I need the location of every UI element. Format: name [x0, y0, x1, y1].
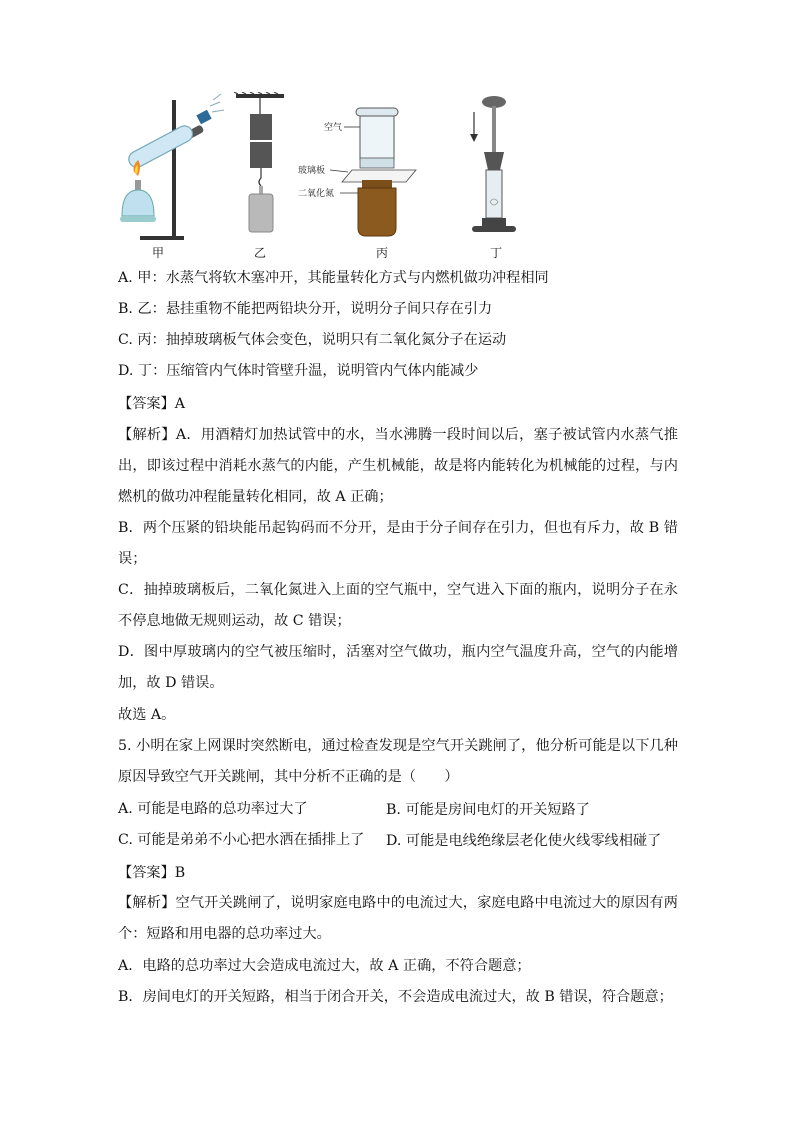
q4-option-b: B. 乙：悬挂重物不能把两铅块分开，说明分子间只存在引力 — [118, 301, 493, 317]
q5-option-b: B. 可能是房间电灯的开关短路了 — [386, 802, 590, 818]
caption-bing: 丙 — [375, 246, 388, 260]
q5-answer: 【答案】B — [118, 865, 186, 881]
caption-ding: 丁 — [489, 246, 502, 260]
q5-stem: 5. 小明在家上网课时突然断电，通过检查发现是空气开关跳闸了，他分析可能是以下几种原因导致空气开关跳闸，其中分析不正确的是（ ） — [118, 738, 678, 785]
q5-analysis-intro: 【解析】空气开关跳闸了，说明家庭电路中的电流过大，家庭电路中电流过大的原因有两个：短路和用电器的总功率过大。 — [118, 895, 678, 942]
figure-jia-test-tube-heating — [118, 92, 228, 242]
q4-analysis-b: B．两个压紧的铅块能吊起钩码而不分开，是由于分子间存在引力，但也有斥力，故 B 错误； — [118, 520, 678, 567]
figure-bing-gas-diffusion — [296, 92, 426, 242]
figure-ding-air-compression — [458, 92, 528, 242]
figure-yi-lead-blocks — [230, 92, 290, 242]
q4-analysis-d: D．图中厚玻璃内的空气被压缩时，活塞对空气做功，瓶内空气温度升高，空气的内能增加，故 D 错误。 — [118, 644, 678, 691]
q4-option-a: A. 甲：水蒸气将软木塞冲开，其能量转化方式与内燃机做功冲程相同 — [118, 270, 549, 286]
q5-analysis-a: A．电路的总功率过大会造成电流过大，故 A 正确，不符合题意； — [118, 958, 531, 974]
q4-analysis-c: C．抽掉玻璃板后，二氧化氮进入上面的空气瓶中，空气进入下面的瓶内，说明分子在永不停息地做无规则运动，故 C 错误； — [118, 582, 678, 629]
caption-yi: 乙 — [253, 246, 266, 260]
q4-conclusion: 故选 A。 — [118, 707, 176, 723]
label-no2: 二氧化氮 — [298, 189, 335, 199]
label-air: 空气 — [324, 123, 343, 133]
q5-option-d: D. 可能是电线绝缘层老化使火线零线相碰了 — [386, 833, 662, 849]
q5-option-a: A. 可能是电路的总功率过大了 — [118, 801, 308, 817]
q4-analysis-a: 【解析】A．用酒精灯加热试管中的水，当水沸腾一段时间以后，塞子被试管内水蒸气推出，即该过程中消耗水蒸气的内能，产生机械能，故是将内能转化为机械能的过程，与内燃机的做功冲程能量转化相同，故 A 正确； — [118, 427, 678, 505]
figure-row — [118, 92, 538, 262]
q5-analysis-b: B．房间电灯的开关短路，相当于闭合开关，不会造成电流过大，故 B 错误，符合题意； — [118, 989, 673, 1005]
caption-jia: 甲 — [151, 246, 164, 260]
q4-option-d: D. 丁：压缩管内气体时管壁升温，说明管内气体内能减少 — [118, 363, 479, 379]
label-glass-plate: 玻璃板 — [298, 166, 326, 176]
q4-option-c: C. 丙：抽掉玻璃板气体会变色，说明只有二氧化氮分子在运动 — [118, 332, 507, 348]
q4-answer: 【答案】A — [118, 396, 185, 412]
q5-option-c: C. 可能是弟弟不小心把水洒在插排上了 — [118, 832, 365, 848]
